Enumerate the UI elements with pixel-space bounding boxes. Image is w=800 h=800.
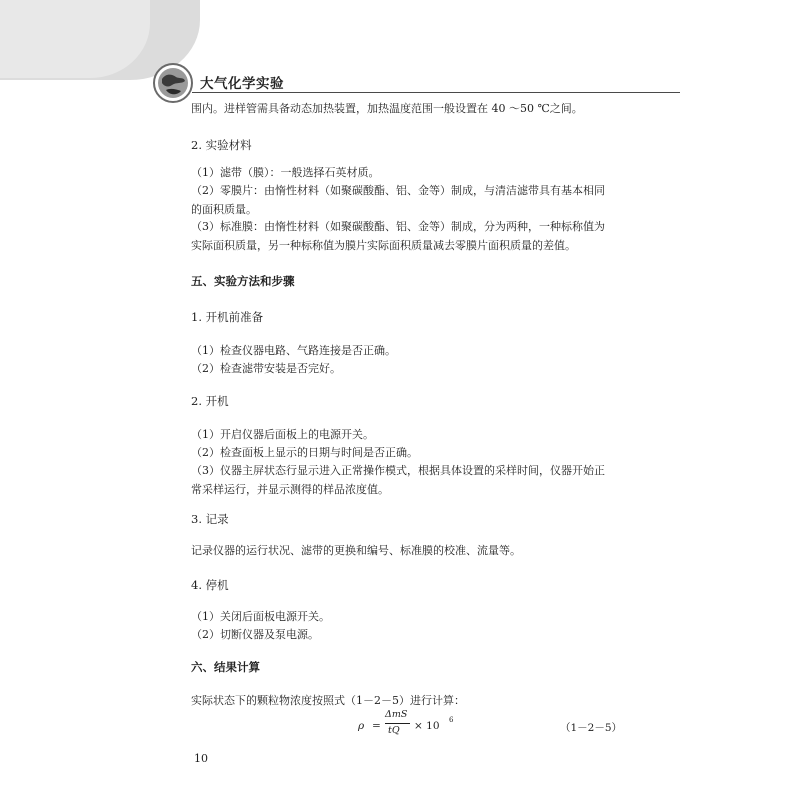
prep-heading: 1. 开机前准备 [191, 310, 264, 324]
record-text: 记录仪器的运行状况、滤带的更换和编号、标准膜的校准、流量等。 [191, 544, 521, 557]
materials-heading: 2. 实验材料 [191, 138, 252, 152]
page-number: 10 [194, 752, 208, 765]
materials-item-1: （1）滤带（膜）：一般选择石英材质。 [191, 166, 380, 179]
stop-heading: 4. 停机 [191, 578, 229, 592]
materials-item-2: （2）零膜片：由惰性材料（如聚碳酸酯、铝、金等）制成，与清洁滤带具有基本相同的面积质量。 [191, 184, 605, 216]
concentration-formula [358, 708, 508, 748]
formula-equals: = [372, 720, 381, 732]
stop-item-1: （1）关闭后面板电源开关。 [191, 610, 330, 623]
running-header-title: 大气化学实验 [200, 76, 284, 92]
start-item-1: （1）开启仪器后面板上的电源开关。 [191, 428, 374, 441]
start-item-3: （3）仪器主屏状态行显示进入正常操作模式，根据具体设置的采样时间，仪器开始正常采样运行，并显示测得的样品浓度值。 [191, 464, 605, 496]
formula-denominator: tQ [388, 725, 400, 736]
intro-line: 围内。进样管需具备动态加热装置，加热温度范围一般设置在 40 ～50 ℃之间。 [191, 102, 583, 115]
formula-times: × 10 [414, 720, 440, 732]
header-corner-inner [0, 0, 150, 78]
formula-exponent: 6 [449, 716, 454, 724]
stop-item-2: （2）切断仪器及泵电源。 [191, 628, 319, 641]
start-item-2: （2）检查面板上显示的日期与时间是否正确。 [191, 446, 418, 459]
section-5-heading: 五、实验方法和步骤 [191, 274, 295, 288]
record-heading: 3. 记录 [191, 512, 229, 526]
formula-number: （1－2－5） [560, 722, 623, 734]
section-6-text: 实际状态下的颗粒物浓度按照式（1－2－5）进行计算： [191, 694, 465, 707]
section-6-heading: 六、结果计算 [191, 660, 260, 674]
materials-item-3: （3）标准膜：由惰性材料（如聚碳酸酯、铝、金等）制成，分为两种，一种标称值为实际面积质量，另一种标称值为膜片实际面积质量减去零膜片面积质量的差值。 [191, 220, 605, 252]
prep-item-2: （2）检查滤带安装是否完好。 [191, 362, 341, 375]
formula-numerator: ΔmS [385, 709, 408, 720]
globe-logo-icon [152, 62, 194, 104]
formula-lhs: ρ [358, 720, 365, 732]
prep-item-1: （1）检查仪器电路、气路连接是否正确。 [191, 344, 396, 357]
header-rule [192, 92, 680, 93]
formula-fraction-bar [385, 723, 410, 724]
start-heading: 2. 开机 [191, 394, 229, 408]
